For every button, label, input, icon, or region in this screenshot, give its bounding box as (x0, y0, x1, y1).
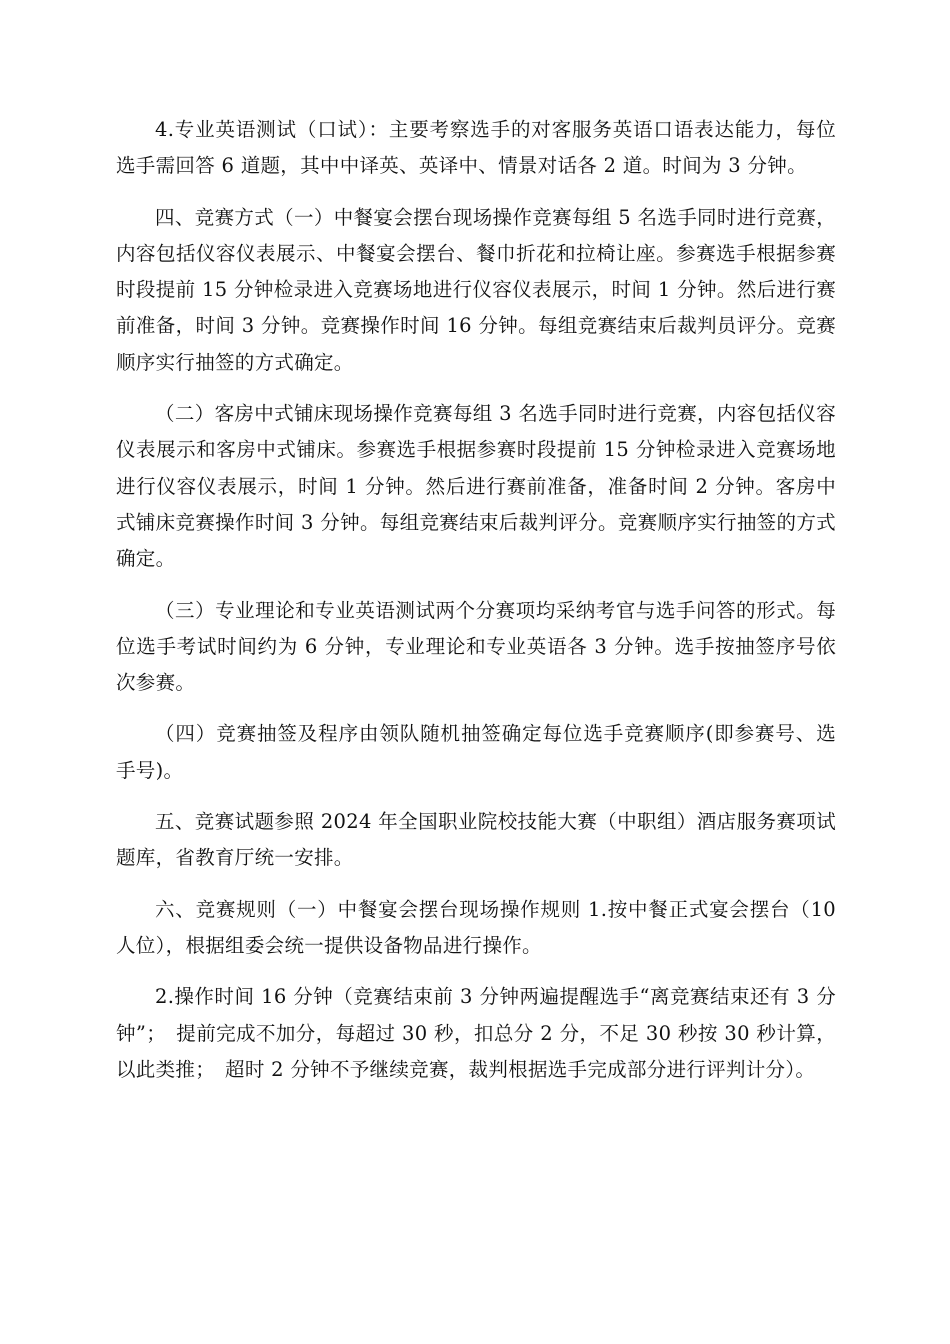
paragraph-spacer (116, 185, 836, 200)
paragraph-bed-making: （二）客房中式铺床现场操作竞赛每组 3 名选手同时进行竞赛，内容包括仪容仪表展示和客房中式铺床。参赛选手根据参赛时段提前 15 分钟检录进入竞赛场地进行仪容仪表展示，时间 1 分钟。然后进行赛前准备，准备时间 2 分钟。客房中式铺床竞赛操作时间 3 分钟。每组竞赛结束后裁判评分。竞赛顺序实行抽签的方式确定。 (116, 402, 836, 571)
paragraph-competition-rules: 六、竞赛规则（一）中餐宴会摆台现场操作规则 1.按中餐正式宴会摆台（10 人位），根据组委会统一提供设备物品进行操作。 (116, 897, 836, 957)
paragraph-spacer (116, 877, 836, 892)
paragraph-draw-lots: （四）竞赛抽签及程序由领队随机抽签确定每位选手竞赛顺序(即参赛号、选手号)。 (116, 722, 836, 782)
paragraph-spacer (116, 964, 836, 979)
paragraph-spacer (116, 701, 836, 716)
paragraph-spacer (116, 789, 836, 804)
document-body (116, 112, 836, 1088)
paragraph-question-bank: 五、竞赛试题参照 2024 年全国职业院校技能大赛（中职组）酒店服务赛项试题库，省教育厅统一安排。 (116, 810, 836, 870)
paragraph-theory-english-test: （三）专业理论和专业英语测试两个分赛项均采纳考官与选手问答的形式。每位选手考试时间约为 6 分钟，专业理论和专业英语各 3 分钟。选手按抽签序号依次参赛。 (116, 598, 836, 695)
paragraph-english-oral-test: 4.专业英语测试（口试）：主要考察选手的对客服务英语口语表达能力，每位选手需回答 6 道题，其中中译英、英译中、情景对话各 2 道。时间为 3 分钟。 (116, 118, 836, 178)
paragraph-operation-time: 2.操作时间 16 分钟（竞赛结束前 3 分钟两遍提醒选手“离竞赛结束还有 3 分钟”； 提前完成不加分，每超过 30 秒，扣总分 2 分，不足 30 秒按 30 秒计算，以此类推； 超时 2 分钟不予继续竞赛，裁判根据选手完成部分进行评判计分）。 (116, 985, 836, 1081)
paragraph-competition-method: 四、竞赛方式（一）中餐宴会摆台现场操作竞赛每组 5 名选手同时进行竞赛，内容包括仪容仪表展示、中餐宴会摆台、餐巾折花和拉椅让座。参赛选手根据参赛时段提前 15 分钟检录进入竞赛场地进行仪容仪表展示，时间 1 分钟。然后进行赛前准备，时间 3 分钟。竞赛操作时间 16 分钟。每组竞赛结束后裁判员评分。竞赛顺序实行抽签的方式确定。 (116, 205, 836, 374)
paragraph-spacer (116, 381, 836, 396)
paragraph-spacer (116, 578, 836, 593)
